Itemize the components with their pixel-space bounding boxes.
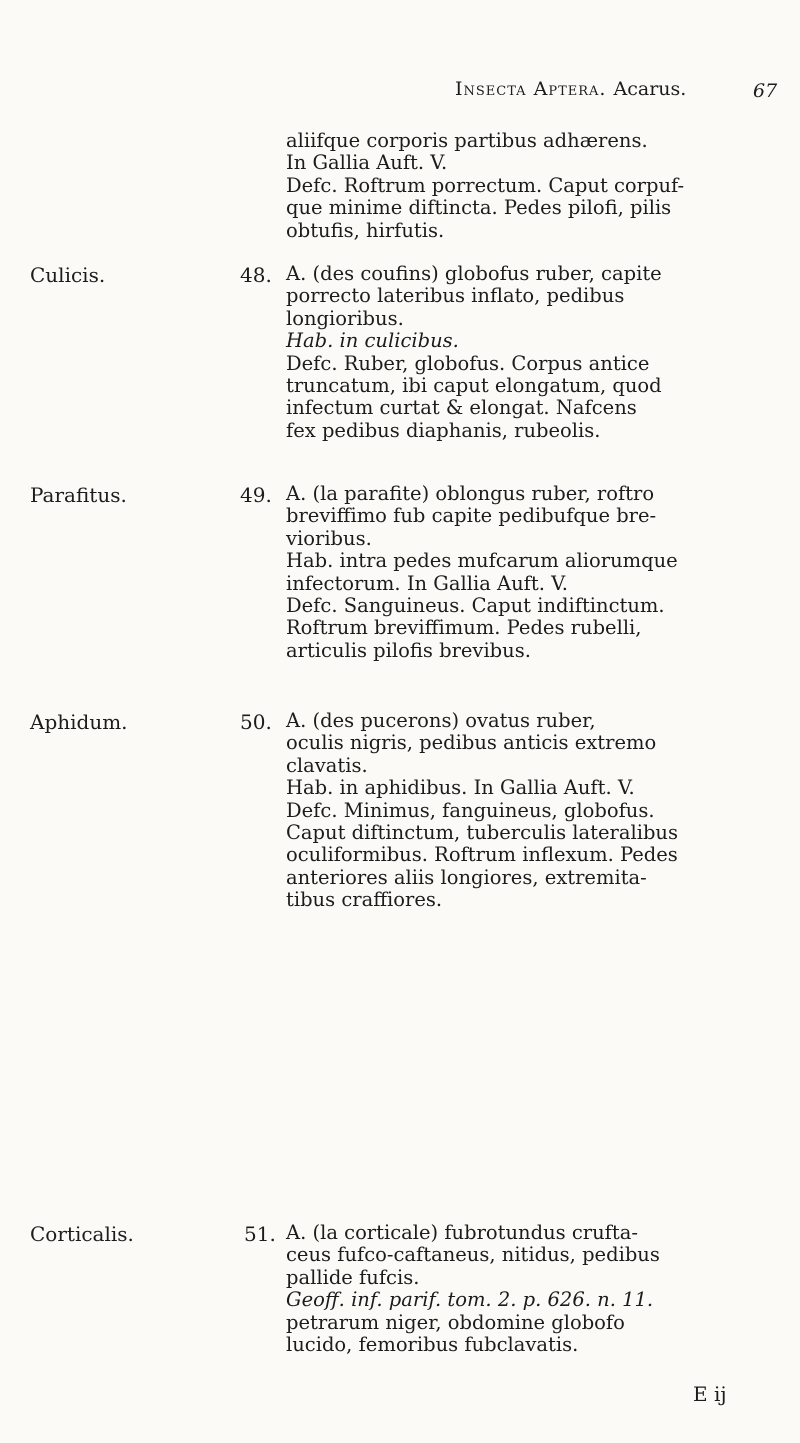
text-line: truncatum, ibi caput elongatum, quod xyxy=(286,374,662,398)
text-line: vioribus. xyxy=(286,526,372,550)
text-line: infectum curtat & elongat. Nafcens xyxy=(286,396,637,420)
entry-text xyxy=(286,1222,786,1356)
text-line: pallide fufcis. xyxy=(286,1265,420,1289)
text-line: tibus craffiores. xyxy=(286,888,443,912)
text-line: In Gallia Auft. V. xyxy=(286,151,448,175)
entry-text xyxy=(286,483,786,662)
text-line: Geoff. inf. parif. tom. 2. p. 626. n. 11. xyxy=(286,1288,654,1312)
text-line: Hab. in culicibus. xyxy=(286,329,459,353)
text-line: infectorum. In Gallia Auft. V. xyxy=(286,571,568,595)
text-line: A. (des pucerons) ovatus ruber, xyxy=(286,709,596,732)
text-line: Defc. Ruber, globofus. Corpus antice xyxy=(286,351,650,375)
text-line: Hab. in aphidibus. In Gallia Auft. V. xyxy=(286,776,635,800)
entry-text xyxy=(286,263,786,442)
text-line: A. (la parafite) oblongus ruber, roftro xyxy=(286,482,655,505)
text-line: que minime diftincta. Pedes pilofi, pilis xyxy=(286,196,672,220)
text-line: clavatis. xyxy=(286,753,368,777)
text-line: A. (des coufins) globofus ruber, capite xyxy=(286,262,662,285)
margin-label: Culicis. xyxy=(30,263,106,287)
text-line: fex pedibus diaphanis, rubeolis. xyxy=(286,418,601,442)
text-line: lucido, femoribus fubclavatis. xyxy=(286,1333,579,1357)
text-line: Defc. Roftrum porrectum. Caput corpuf- xyxy=(286,173,685,197)
running-head-title: Insecta Aptera. xyxy=(455,78,607,100)
text-line: aliifque corporis partibus adhærens. xyxy=(286,129,648,152)
text-line: petrarum niger, obdomine globofo xyxy=(286,1310,625,1334)
text-line: A. (la corticale) fubrotundus crufta- xyxy=(286,1221,638,1244)
text-line: Hab. intra pedes mufcarum aliorumque xyxy=(286,549,678,573)
entry-number: 48. xyxy=(240,263,272,287)
running-head-subtitle: Acarus. xyxy=(613,78,687,100)
margin-label: Parafitus. xyxy=(30,483,127,507)
text-line: breviffimo fub capite pedibufque bre- xyxy=(286,504,657,528)
text-line: oculiformibus. Roftrum inflexum. Pedes xyxy=(286,843,678,867)
entry-text xyxy=(286,710,786,912)
text-line: Defc. Minimus, fanguineus, globofus. xyxy=(286,798,655,822)
entry-number: 49. xyxy=(240,483,272,507)
text-line: anteriores aliis longiores, extremita- xyxy=(286,865,647,889)
text-line: longioribus. xyxy=(286,306,404,330)
text-line: porrecto lateribus inflato, pedibus xyxy=(286,284,625,308)
printer-signature: E ij xyxy=(693,1382,727,1406)
text-line: oculis nigris, pedibus anticis extremo xyxy=(286,731,657,755)
entry-number: 51. xyxy=(244,1222,276,1246)
text-line: obtufis, hirfutis. xyxy=(286,218,445,242)
text-line: Roftrum breviffimum. Pedes rubelli, xyxy=(286,616,642,640)
entry-number: 50. xyxy=(240,710,272,734)
running-head xyxy=(455,78,686,100)
intro-text xyxy=(286,130,786,242)
text-line: ceus fufco-caftaneus, nitidus, pedibus xyxy=(286,1243,660,1267)
margin-label: Aphidum. xyxy=(30,710,128,734)
text-line: articulis pilofis brevibus. xyxy=(286,638,531,662)
text-line: Caput diftinctum, tuberculis lateralibus xyxy=(286,821,678,845)
margin-label: Corticalis. xyxy=(30,1222,134,1246)
text-line: Defc. Sanguineus. Caput indiftinctum. xyxy=(286,594,665,618)
page-number: 67 xyxy=(753,80,778,102)
